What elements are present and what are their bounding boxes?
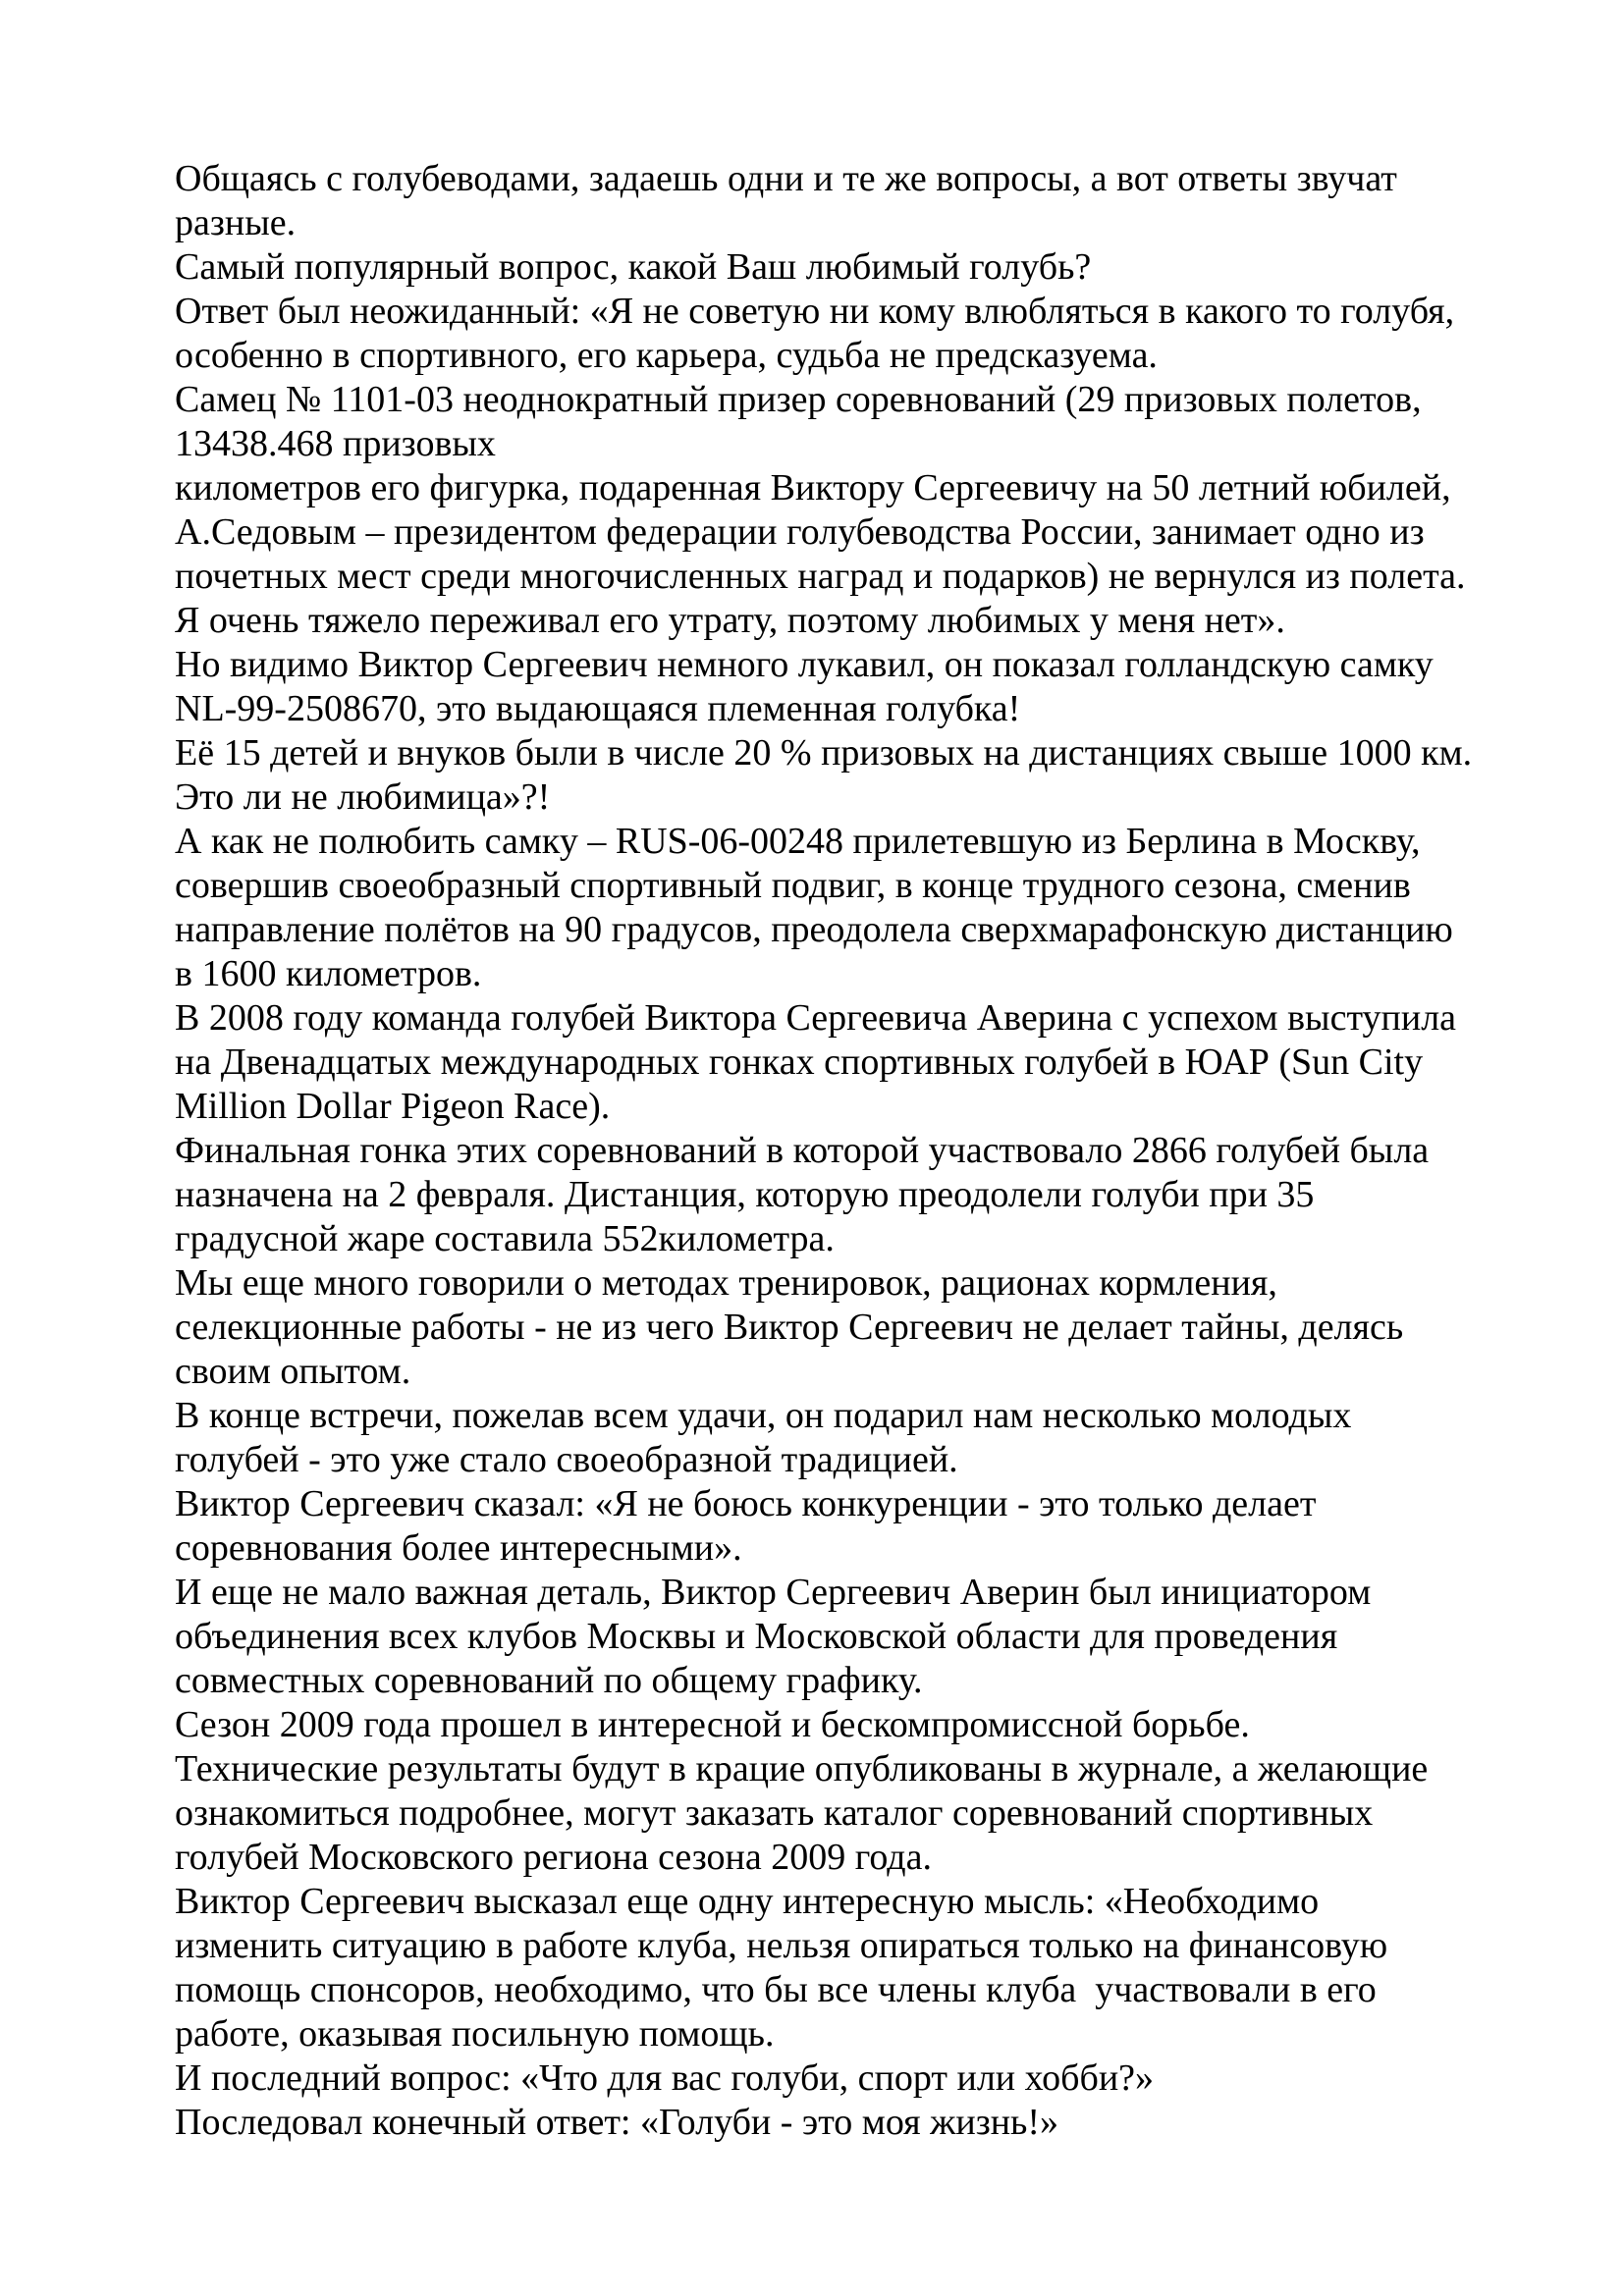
text-line: изменить ситуацию в работе клуба, нельзя опираться только на финансовую <box>175 1925 1388 1966</box>
text-line: разные. <box>175 202 297 243</box>
text-line: почетных мест среди многочисленных наград и подарков) не вернулся из полета. <box>175 556 1466 597</box>
text-line: совместных соревнований по общему графику. <box>175 1660 923 1701</box>
text-line: И последний вопрос: «Что для вас голуби, спорт или хобби?» <box>175 2057 1155 2099</box>
text-line: NL-99-2508670, это выдающаяся племенная голубка! <box>175 688 1021 729</box>
text-line: Ответ был неожиданный: «Я не советую ни кому влюбляться в какого то голубя, <box>175 291 1455 332</box>
text-line: Это ли не любимица»?! <box>175 776 551 818</box>
text-line: километров его фигурка, подаренная Виктору Сергеевичу на 50 летний юбилей, <box>175 467 1451 508</box>
text-line: селекционные работы - не из чего Виктор Сергеевич не делает тайны, делясь <box>175 1307 1404 1348</box>
text-line: Технические результаты будут в крацие опубликованы в журнале, а желающие <box>175 1748 1429 1789</box>
text-line: Но видимо Виктор Сергеевич немного лукавил, он показал голландскую самку <box>175 644 1434 685</box>
text-line: Виктор Сергеевич сказал: «Я не боюсь конкуренции - это только делает <box>175 1483 1317 1524</box>
text-line: назначена на 2 февраля. Дистанция, которую преодолели голуби при 35 <box>175 1174 1315 1215</box>
text-line: голубей Московского региона сезона 2009 года. <box>175 1837 932 1878</box>
text-line: особенно в спортивного, его карьера, судьба не предсказуема. <box>175 335 1158 376</box>
text-line: своим опытом. <box>175 1351 411 1392</box>
text-line: Финальная гонка этих соревнований в которой участвовало 2866 голубей была <box>175 1130 1430 1171</box>
text-line: Последовал конечный ответ: «Голуби - это моя жизнь!» <box>175 2102 1059 2143</box>
text-line: В 2008 году команда голубей Виктора Сергеевича Аверина с успехом выступила <box>175 997 1457 1039</box>
text-line: Я очень тяжело переживал его утрату, поэтому любимых у меня нет». <box>175 600 1285 641</box>
text-line: Million Dollar Pigeon Race). <box>175 1086 611 1127</box>
text-line: соревнования более интересными». <box>175 1527 742 1569</box>
text-line: Самец № 1101-03 неоднократный призер соревнований (29 призовых полетов, <box>175 379 1422 420</box>
text-line: направление полётов на 90 градусов, преодолела сверхмарафонскую дистанцию <box>175 909 1453 950</box>
text-line: голубей - это уже стало своеобразной традицией. <box>175 1439 958 1480</box>
text-line: в 1600 километров. <box>175 953 482 994</box>
text-line: 13438.468 призовых <box>175 423 496 464</box>
text-line: И еще не мало важная деталь, Виктор Сергеевич Аверин был инициатором <box>175 1572 1372 1613</box>
text-line: ознакомиться подробнее, могут заказать каталог соревнований спортивных <box>175 1792 1374 1834</box>
text-line: А как не полюбить самку – RUS-06-00248 прилетевшую из Берлина в Москву, <box>175 821 1421 862</box>
text-line: работе, оказывая посильную помощь. <box>175 2013 775 2055</box>
text-line: Самый популярный вопрос, какой Ваш любимый голубь? <box>175 246 1092 288</box>
text-line: Сезон 2009 года прошел в интересной и бескомпромиссной борьбе. <box>175 1704 1250 1745</box>
text-line: объединения всех клубов Москвы и Московской области для проведения <box>175 1616 1338 1657</box>
article-body <box>175 157 1569 2145</box>
text-line: помощь спонсоров, необходимо, что бы все члены клуба участвовали в его <box>175 1969 1377 2010</box>
text-line: Общаясь с голубеводами, задаешь одни и те же вопросы, а вот ответы звучат <box>175 158 1397 199</box>
text-line: Её 15 детей и внуков были в числе 20 % призовых на дистанциях свыше 1000 км. <box>175 732 1473 774</box>
text-line: Виктор Сергеевич высказал еще одну интересную мысль: «Необходимо <box>175 1881 1320 1922</box>
text-line: В конце встречи, пожелав всем удачи, он подарил нам несколько молодых <box>175 1395 1352 1436</box>
text-line: градусной жаре составила 552километра. <box>175 1218 835 1259</box>
text-line: на Двенадцатых международных гонках спортивных голубей в ЮАР (Sun City <box>175 1041 1424 1083</box>
text-line: Мы еще много говорили о методах тренировок, рационах кормления, <box>175 1262 1277 1304</box>
text-line: А.Седовым – президентом федерации голубеводства России, занимает одно из <box>175 511 1425 553</box>
text-line: совершив своеобразный спортивный подвиг, в конце трудного сезона, сменив <box>175 865 1411 906</box>
